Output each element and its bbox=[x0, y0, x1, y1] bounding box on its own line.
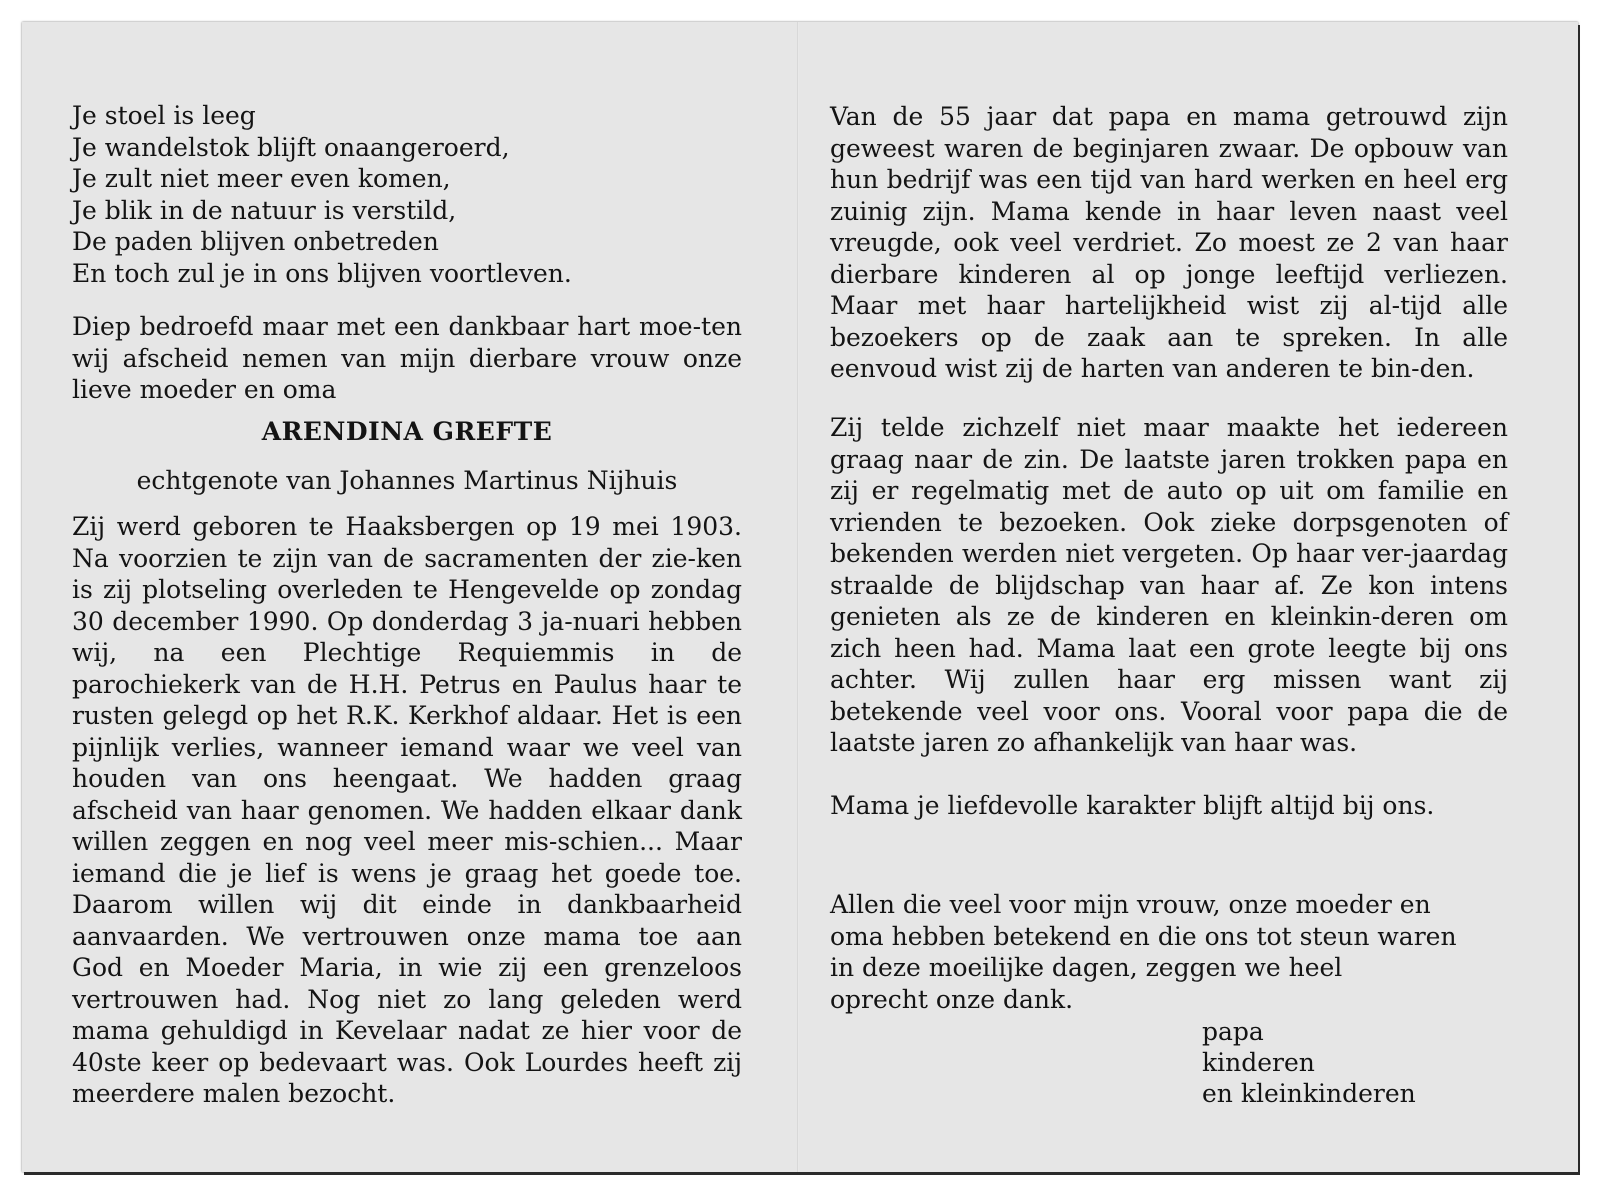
poem-line: Je wandelstok blijft onaangeroerd, bbox=[72, 132, 510, 162]
signature-line: en kleinkinderen bbox=[1202, 1079, 1416, 1108]
deceased-name: ARENDINA GREFTE bbox=[261, 417, 553, 446]
thanks-paragraph bbox=[830, 889, 1480, 1015]
thanks-line: oprecht onze dank. bbox=[830, 984, 1074, 1014]
signature-line: kinderen bbox=[1202, 1048, 1315, 1077]
life-paragraph: Van de 55 jaar dat papa en mama getrouwd zijn geweest waren de beginjaren zwaar. De opbouw van hun bedrijf was een tijd van hard werken en heel erg zuinig zijn. Mama kende in haar leven naast veel vreugde, ook veel verdriet. Zo moest ze 2 van haar dierbare kinderen al op jonge leeftijd verliezen. Maar met haar hartelijkheid wist zij al-tijd alle bezoekers op de zaak aan te spreken. In alle eenvoud wist zij de harten van anderen te bin-den. bbox=[830, 102, 1508, 383]
spouse-line: echtgenote van Johannes Martinus Nijhuis bbox=[136, 466, 678, 495]
poem-line: En toch zul je in ons blijven voortleven. bbox=[72, 258, 572, 288]
poem-line: Je stoel is leeg bbox=[72, 101, 256, 130]
right-page bbox=[830, 22, 1520, 1172]
thanks-line: oma hebben betekend en die ons tot steun waren bbox=[830, 921, 1457, 951]
character-paragraph: Zij telde zichzelf niet maar maakte het iedereen graag naar de zin. De laatste jaren trokken papa en zij er regelmatig met de auto op uit om familie en vrienden te bezoeken. Ook zieke dorpsgenoten of bekenden werden niet vergeten. Op haar ver-jaardag straalde de blijdschap van haar af. Ze kon intens genieten als ze de kinderen en kleinkin-deren om zich heen had. Mama laat een grote leegte bij ons achter. Wij zullen haar erg missen want zij betekende veel voor ons. Vooral voor papa die de laatste jaren zo afhankelijk van haar was. bbox=[830, 413, 1508, 757]
memorial-card bbox=[22, 22, 1578, 1172]
biography-paragraph: Zij werd geboren te Haaksbergen op 19 mei 1903. Na voorzien te zijn van de sacramenten der zie-ken is zij plotseling overleden te Hengevelde op zondag 30 december 1990. Op donderdag 3 ja-nuari hebben wij, na een Plechtige Requiemmis in de parochiekerk van de H.H. Petrus en Paulus haar te rusten gelegd op het R.K. Kerkhof aldaar. Het is een pijnlijk verlies, wanneer iemand waar we veel van houden van ons heengaat. We hadden graag afscheid van haar genomen. We hadden elkaar dank willen zeggen en nog veel meer mis-schien... Maar iemand die je lief is wens je graag het goede toe. Daarom willen wij dit einde in dankbaarheid aanvaarden. We vertrouwen onze mama toe aan God en Moeder Maria, in wie zij een grenzeloos vertrouwen had. Nog niet zo lang geleden werd mama gehuldigd in Kevelaar nadat ze hier voor de 40ste keer op bedevaart was. Ook Lourdes heeft zij meerdere malen bezocht. bbox=[72, 512, 742, 1108]
signature bbox=[1202, 1016, 1416, 1109]
signature-line: papa bbox=[1202, 1017, 1264, 1046]
thanks-line: in deze moeilijke dagen, zeggen we heel bbox=[830, 953, 1343, 982]
poem-line: Je blik in de natuur is verstild, bbox=[72, 195, 457, 225]
card-fold bbox=[797, 22, 799, 1172]
left-page bbox=[72, 22, 742, 1172]
thanks-line: Allen die veel voor mijn vrouw, onze moeder en bbox=[830, 890, 1431, 919]
poem-line: De paden blijven onbetreden bbox=[72, 227, 439, 256]
closing-sentence: Mama je liefdevolle karakter blijft altijd bij ons. bbox=[830, 791, 1435, 820]
intro-paragraph: Diep bedroefd maar met een dankbaar hart moe-ten wij afscheid nemen van mijn dierbare vrouw onze lieve moeder en oma bbox=[72, 312, 742, 404]
poem bbox=[72, 100, 712, 289]
poem-line: Je zult niet meer even komen, bbox=[72, 164, 451, 193]
